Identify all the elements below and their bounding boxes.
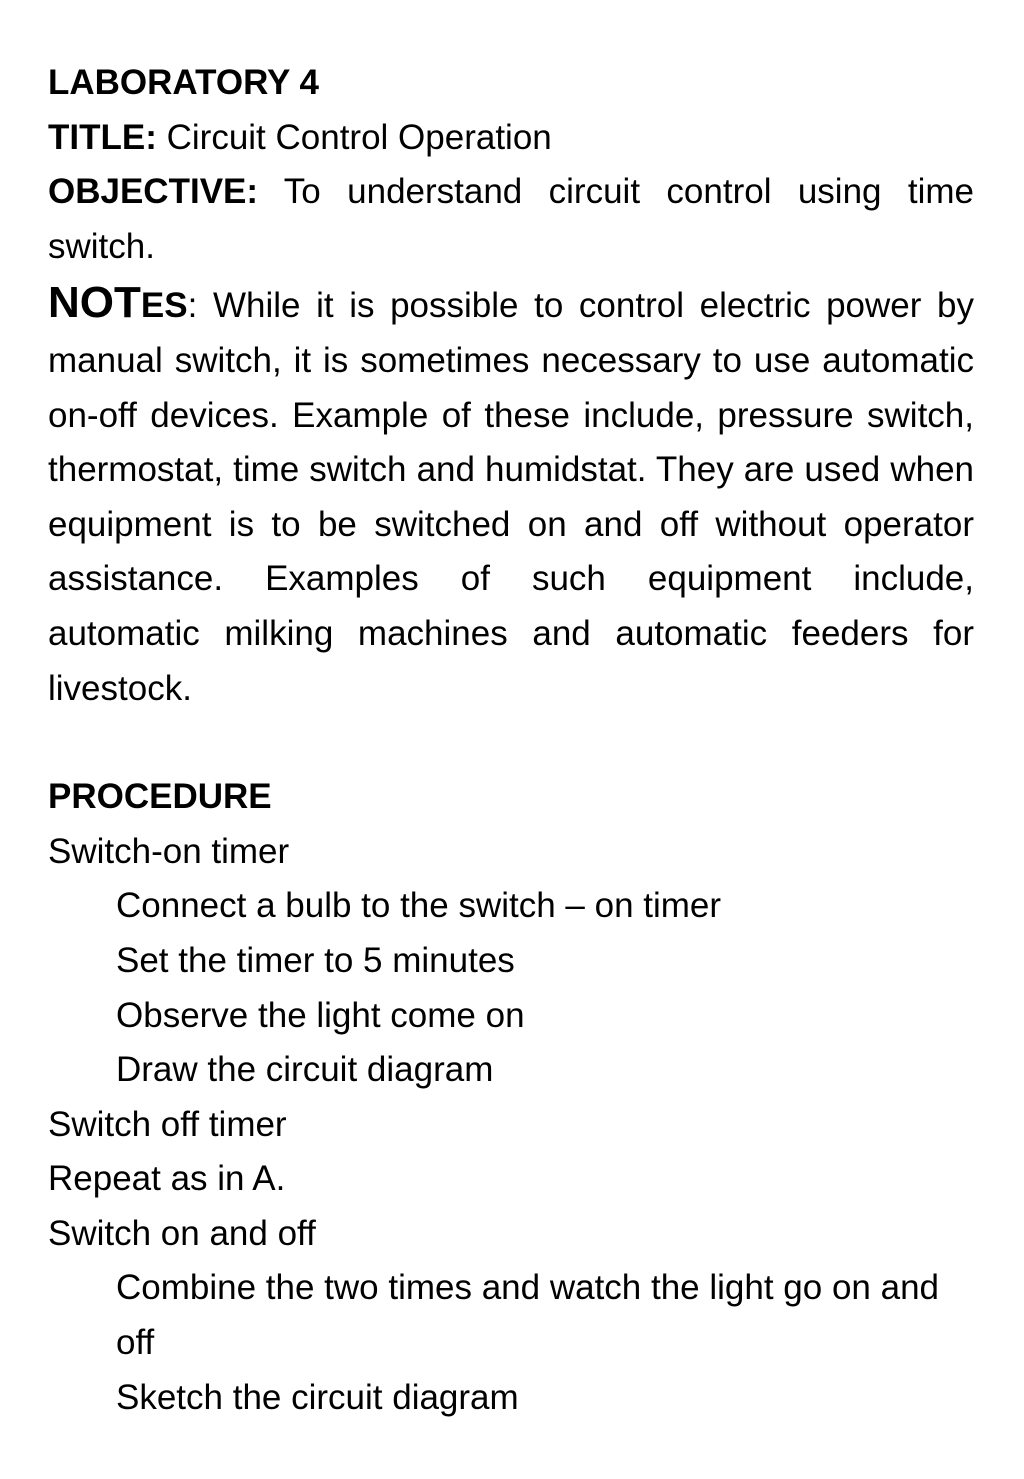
- title-text: Circuit Control Operation: [166, 117, 552, 157]
- notes-colon: :: [187, 286, 198, 326]
- title-line: [48, 111, 974, 166]
- lab-heading: LABORATORY 4: [48, 63, 319, 102]
- switch-on-step: Connect a bulb to the switch – on timer: [116, 886, 722, 926]
- on-off-step: Sketch the circuit diagram: [116, 1377, 519, 1417]
- procedure-heading: PROCEDURE: [48, 777, 272, 817]
- on-off-step: Combine the two times and watch the light go on and off: [116, 1268, 939, 1363]
- switch-on-heading: Switch-on timer: [48, 831, 290, 871]
- notes-label-small: ES: [140, 286, 188, 326]
- objective-text: To understand circuit control using time switch.: [48, 172, 975, 266]
- lab-document: [48, 56, 974, 1425]
- notes-text: While it is possible to control electric power by manual switch, it is sometimes necessary to use automatic on-off devices. Example of these include, pressure switch, thermostat, time switch and humidstat. They are used when equipment is to be switched on and off without operator assistance. Examples of such equipment include, automatic milking machines and automatic feeders for livestock.: [48, 286, 974, 708]
- title-label: TITLE:: [48, 117, 157, 157]
- switch-on-step: Set the timer to 5 minutes: [116, 940, 515, 980]
- objective-label: OBJECTIVE:: [48, 172, 259, 212]
- switch-on-step: Draw the circuit diagram: [116, 1050, 494, 1090]
- on-off-heading: Switch on and off: [48, 1213, 316, 1253]
- switch-on-step: Observe the light come on: [116, 995, 525, 1035]
- objective-paragraph: [48, 165, 974, 274]
- switch-off-repeat: Repeat as in A.: [48, 1159, 286, 1199]
- notes-paragraph: [48, 276, 974, 716]
- switch-off-heading: Switch off timer: [48, 1104, 287, 1144]
- notes-label-big: NOT: [48, 278, 141, 328]
